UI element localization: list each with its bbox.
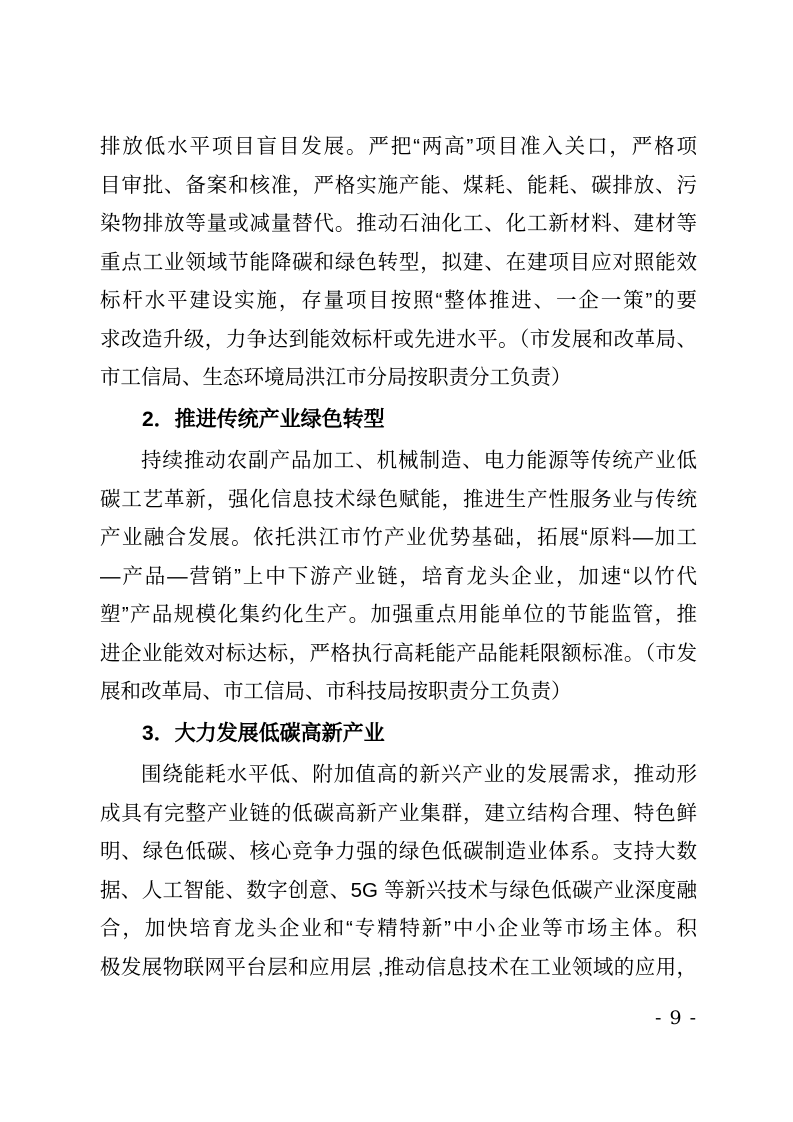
text-line: 排放低水平项目盲目发展。严把“两高”项目准入关口，严格项 [100, 135, 697, 158]
text-line: 成具有完整产业链的低碳高新产业集群，建立结构合理、特色鲜 [100, 801, 697, 825]
text-line: 持续推动农副产品加工、机械制造、电力能源等传统产业低 [141, 449, 697, 472]
text-line: 染物排放等量或减量替代。推动石油化工、化工新材料、建材等 [100, 212, 697, 235]
text-line: —产品—营销”上中下游产业链，培育龙头企业，加速“以竹代 [100, 564, 697, 588]
page-number: - 9 - [654, 1007, 697, 1029]
text-line: 合，加快培育龙头企业和“专精特新”中小企业等市场主体。积 [100, 917, 697, 940]
section-heading: 2．推进传统产业绿色转型 [142, 407, 385, 431]
text-line: 据、人工智能、数字创意、5G 等新兴技术与绿色低碳产业深度融 [100, 878, 697, 902]
text-line: 求改造升级，力争达到能效标杆或先进水平。（市发展和改革局、 [100, 327, 697, 351]
text-line: 极发展物联网平台层和应用层 ,推动信息技术在工业领域的应用， [100, 955, 697, 979]
text-line: 展和改革局、市工信局、市科技局按职责分工负责） [100, 680, 572, 703]
document-body [100, 128, 697, 987]
text-line: 塑”产品规模化集约化生产。加强重点用能单位的节能监管，推 [100, 603, 697, 626]
text-line: 市工信局、生态环境局洪江市分局按职责分工负责） [100, 366, 572, 389]
text-line: 标杆水平建设实施，存量项目按照“整体推进、一企一策”的要 [100, 289, 697, 312]
text-line: 进企业能效对标达标，严格执行高耗能产品能耗限额标准。（市发 [100, 641, 697, 665]
section-heading: 3．大力发展低碳高新产业 [142, 721, 385, 745]
text-line: 产业融合发展。依托洪江市竹产业优势基础，拓展“原料—加工 [100, 526, 697, 549]
text-line: 明、绿色低碳、核心竞争力强的绿色低碳制造业体系。支持大数 [100, 840, 697, 863]
text-line: 重点工业领域节能降碳和绿色转型，拟建、在建项目应对照能效 [100, 250, 697, 274]
text-line: 围绕能耗水平低、附加值高的新兴产业的发展需求，推动形 [141, 763, 697, 786]
text-line: 碳工艺革新，强化信息技术绿色赋能，推进生产性服务业与传统 [100, 487, 697, 511]
text-line: 目审批、备案和核准，严格实施产能、煤耗、能耗、碳排放、污 [100, 173, 697, 197]
